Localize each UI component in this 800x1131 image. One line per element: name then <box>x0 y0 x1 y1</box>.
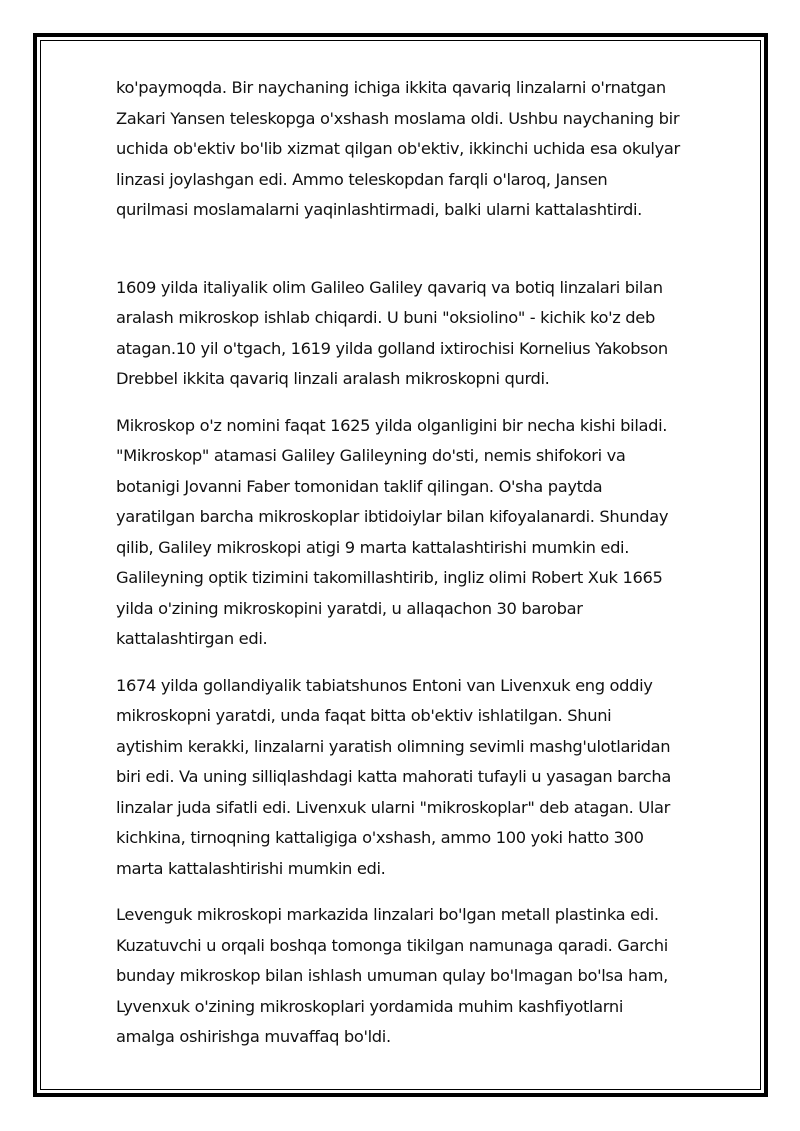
paragraph-spacer <box>116 395 726 411</box>
text-line: biri edi. Va uning silliqlashdagi katta mahorati tufayli u yasagan barcha <box>116 767 671 786</box>
text-line: yaratilgan barcha mikroskoplar ibtidoiylar bilan kifoyalanardi. Shunday <box>116 507 669 526</box>
text-line: marta kattalashtirishi mumkin edi. <box>116 858 386 878</box>
text-line: amalga oshirishga muvaffaq bo'ldi. <box>116 1027 391 1046</box>
text-line: Mikroskop o'z nomini faqat 1625 yilda olganligini bir necha kishi biladi. <box>116 415 668 435</box>
text-line: mikroskopni yaratdi, unda faqat bitta ob'ektiv ishlatilgan. Shuni <box>116 706 612 725</box>
text-line: kichkina, tirnoqning kattaligiga o'xshash, ammo 100 yoki hatto 300 <box>116 828 644 847</box>
paragraph-1 <box>116 73 726 226</box>
text-line: Zakari Yansen teleskopga o'xshash moslama oldi. Ushbu naychaning bir <box>116 108 680 128</box>
text-line: "Mikroskop" atamasi Galiley Galileyning do'sti, nemis shifokori va <box>116 446 626 465</box>
text-line: kattalashtirgan edi. <box>116 629 268 648</box>
text-line: Kuzatuvchi u orqali boshqa tomonga tikilgan namunaga qaradi. Garchi <box>116 935 668 955</box>
text-line: linzalar juda sifatli edi. Livenxuk ularni "mikroskoplar" deb atagan. Ular <box>116 797 670 817</box>
text-line: Lyvenxuk o'zining mikroskoplari yordamida muhim kashfiyotlarni <box>116 996 623 1016</box>
text-line: Levenguk mikroskopi markazida linzalari bo'lgan metall plastinka edi. <box>116 905 659 924</box>
text-line: atagan.10 yil o'tgach, 1619 yilda golland ixtirochisi Kornelius Yakobson <box>116 338 668 358</box>
text-line: aralash mikroskop ishlab chiqardi. U buni "oksiolino" - kichik ko'z deb <box>116 308 655 327</box>
text-line: yilda o'zining mikroskopini yaratdi, u allaqachon 30 barobar <box>116 598 583 618</box>
text-line: bunday mikroskop bilan ishlash umuman qulay bo'lmagan bo'lsa ham, <box>116 966 668 985</box>
text-line: 1674 yilda gollandiyalik tabiatshunos Entoni van Livenxuk eng oddiy <box>116 675 653 695</box>
paragraph-2 <box>116 273 726 395</box>
text-line: botanigi Jovanni Faber tomonidan taklif qilingan. O'sha paytda <box>116 476 603 496</box>
paragraph-4 <box>116 671 726 885</box>
text-line: linzasi joylashgan edi. Ammo teleskopdan farqli o'laroq, Jansen <box>116 169 608 189</box>
paragraph-3 <box>116 411 726 655</box>
text-line: qilib, Galiley mikroskopi atigi 9 marta kattalashtirishi mumkin edi. <box>116 537 630 557</box>
paragraph-5 <box>116 900 726 1053</box>
paragraph-spacer <box>116 226 726 273</box>
text-line: Drebbel ikkita qavariq linzali aralash mikroskopni qurdi. <box>116 369 550 388</box>
text-line: uchida ob'ektiv bo'lib xizmat qilgan ob'ektiv, ikkinchi uchida esa okulyar <box>116 139 680 158</box>
text-line: qurilmasi moslamalarni yaqinlashtirmadi, balki ularni kattalashtirdi. <box>116 200 643 219</box>
text-line: ko'paymoqda. Bir naychaning ichiga ikkita qavariq linzalarni o'rnatgan <box>116 78 666 97</box>
text-line: Galileyning optik tizimini takomillashtirib, ingliz olimi Robert Xuk 1665 <box>116 568 663 587</box>
paragraph-spacer <box>116 884 726 900</box>
document-body <box>116 73 726 1053</box>
text-line: 1609 yilda italiyalik olim Galileo Galiley qavariq va botiq linzalari bilan <box>116 277 663 297</box>
paragraph-spacer <box>116 655 726 671</box>
text-line: aytishim kerakki, linzalarni yaratish olimning sevimli mashg'ulotlaridan <box>116 736 671 756</box>
